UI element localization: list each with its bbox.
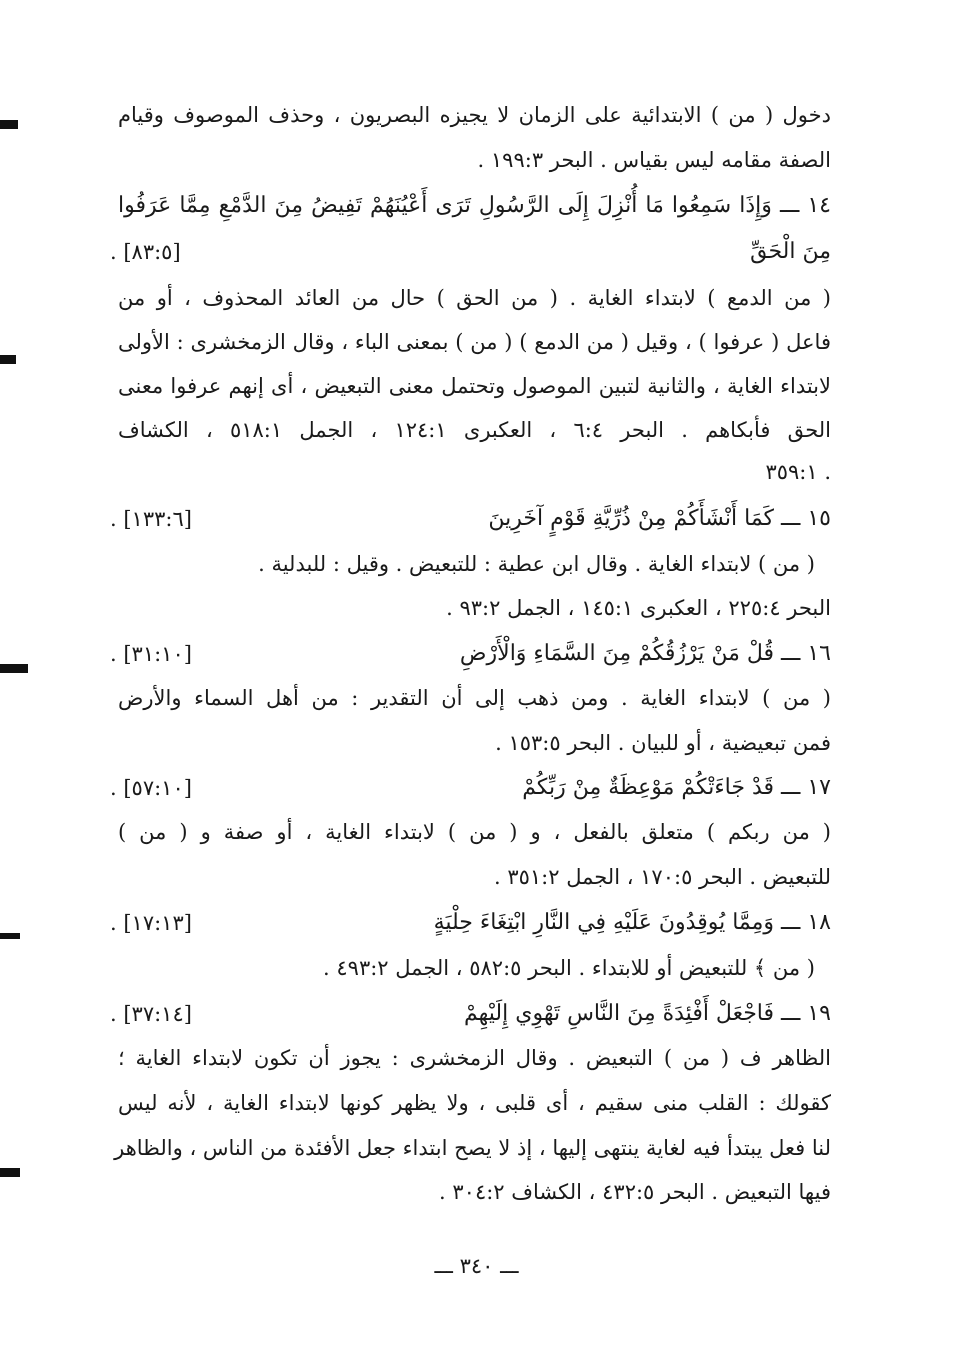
scan-edge-mark — [0, 1168, 20, 1177]
text-line: الحق فأبكاهم . البحر ٦:٤ ، العكبرى ١٢٤:١ ، الجمل ٥١٨:١ ، الكشاف — [118, 418, 831, 442]
text-line: ( من ) لابتداء الغاية . وقال ابن عطية : للتبعيض . وقيل : للبدلية . — [258, 552, 815, 576]
verse-14-continued: مِنَ الْحَقِّ — [750, 239, 831, 264]
text-line: ( من الدمع ) لابتداء الغاية . ( من الحق ) حال من العائد المحذوف ، أو من — [118, 286, 831, 310]
text-line: فاعل ( عرفوا ) ، وقيل ( من الدمع ) ( من ) بمعنى الباء ، وقال الزمخشرى : الأولى — [118, 330, 831, 354]
verse-reference: . [١٧:١٣] — [110, 911, 192, 935]
page-number: ـــ ٣٤٠ ـــ — [434, 1254, 519, 1278]
text-line: الصفة مقامه ليس بقياس . البحر ١٩٩:٣ . — [477, 148, 831, 172]
text-line: فيها التبعيض . البحر ٤٣٢:٥ ، الكشاف ٣٠٤:٢ . — [439, 1180, 831, 1204]
verse-reference: . [٥٧:١٠] — [110, 776, 192, 800]
text-line: ( من ﴾ للتبعيض أو للابتداء . البحر ٥٨٢:٥ ، الجمل ٤٩٣:٢ . — [323, 956, 815, 980]
text-line: ٣٥٩:١ . — [765, 460, 831, 484]
verse-19: ١٩ ـــ فَاجْعَلْ أَفْئِدَةً مِنَ النَّاسِ تَهْوِي إِلَيْهِمْ — [464, 1001, 831, 1026]
text-line: للتبعيض . البحر ١٧٠:٥ ، الجمل ٣٥١:٢ . — [493, 865, 831, 889]
text-line: ( من ربكم ) متعلق بالفعل ، و ( من ) لابتداء الغاية ، أو صفة و ( من ) — [118, 820, 831, 844]
text-line: دخول ( من ) الابتدائية على الزمان لا يجيزه البصريون ، وحذف الموصوف وقيام — [118, 103, 831, 127]
verse-16: ١٦ ـــ قُلْ مَنْ يَرْزُقُكُمْ مِنَ السَّمَاءِ وَالْأَرْضِ — [459, 641, 831, 666]
scan-edge-mark — [0, 355, 16, 364]
text-line: كقولك : القلب منى سقيم ، أى قلبى ، ولا يظهر كونها لابتداء الغاية ، لأنه ليس — [118, 1091, 831, 1115]
verse-reference: . [١٣٣:٦] — [110, 507, 192, 531]
scan-edge-mark — [0, 933, 20, 939]
text-line: فمن تبعيضية ، أو للبيان . البحر ١٥٣:٥ . — [495, 731, 831, 755]
text-line: لابتداء الغاية ، والثانية لتبين الموصول وتحتمل معنى التبعيض ، أى إنهم عرفوا معنى — [118, 374, 831, 398]
verse-15: ١٥ ـــ كَمَا أَنْشَأَكُمْ مِنْ ذُرِّيَّةِ قَوْمٍ آخَرِينَ — [488, 506, 831, 531]
verse-18: ١٨ ـــ وَمِمَّا يُوقِدُونَ عَلَيْهِ فِي النَّارِ ابْتِغَاءَ حِلْيَةٍ — [433, 910, 831, 935]
text-line: لنا فعل يبتدأ فيه لغاية ينتهى إليها ، إذ لا يصح ابتداء جعل الأفئدة من الناس ، والظاهر — [114, 1136, 831, 1160]
scan-edge-mark — [0, 120, 18, 129]
verse-14: ١٤ ـــ وَإِذَا سَمِعُوا مَا أُنْزِلَ إِلَى الرَّسُولِ تَرَى أَعْيُنَهُمْ تَفِيضُ مِنَ الدَّمْعِ مِمَّا عَرَفُوا — [118, 193, 831, 218]
verse-17: ١٧ ـــ قَدْ جَاءَتْكُمْ مَوْعِظَةٌ مِنْ رَبِّكُمْ — [522, 775, 831, 800]
scan-edge-mark — [0, 664, 28, 673]
verse-reference: . [٣١:١٠] — [110, 642, 192, 666]
text-line: البحر ٢٢٥:٤ ، العكبرى ١٤٥:١ ، الجمل ٩٣:٢ . — [446, 596, 831, 620]
verse-reference: . [٣٧:١٤] — [110, 1002, 192, 1026]
verse-reference: . [٨٣:٥] — [110, 240, 181, 264]
text-line: ( من ) لابتداء الغاية . ومن ذهب إلى أن التقدير : من أهل السماء والأرض — [118, 686, 831, 710]
text-line: الظاهر ف ( من ) التبعيض . وقال الزمخشرى : يجوز أن تكون لابتداء الغاية ؛ — [118, 1046, 831, 1070]
